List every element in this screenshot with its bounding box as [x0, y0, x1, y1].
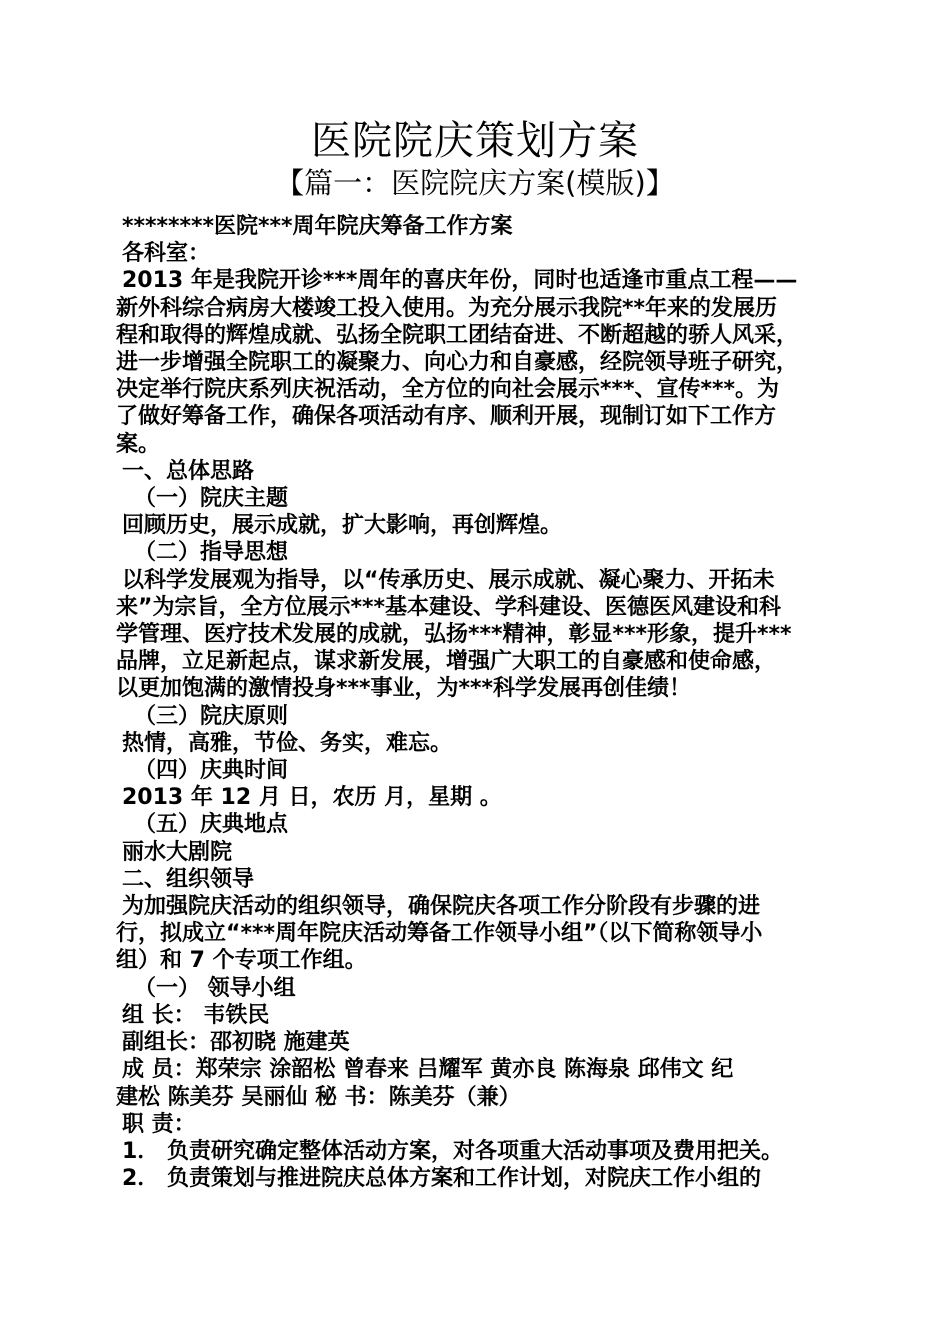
paragraph-line: 决定举行院庆系列庆祝活动，全方位的向社会展示***、宣传***。为 — [116, 377, 780, 403]
subsection-heading: （三）院庆原则 — [134, 703, 289, 729]
subsection-heading: （一）院庆主题 — [134, 486, 289, 512]
section-heading: 一、总体思路 — [122, 458, 255, 484]
list-item: 1． 负责研究确定整体活动方案，对各项重大活动事项及费用把关。 — [122, 1138, 783, 1164]
paragraph-line: 2013 年 12 月 日，农历 月，星期 。 — [122, 785, 502, 811]
paragraph-line: 副组长：邵初晓 施建英 — [122, 1030, 350, 1056]
subsection-heading: （二）指导思想 — [134, 540, 289, 566]
paragraph-line: 来”为宗旨，全方位展示***基本建设、学科建设、医德医风建设和科 — [116, 594, 781, 620]
document-subtitle: 【篇一：医院院庆方案(模版)】 — [275, 166, 675, 200]
paragraph-line: 职 责： — [122, 1111, 196, 1137]
paragraph-line: 品牌，立足新起点，谋求新发展，增强广大职工的自豪感和使命感， — [116, 649, 777, 675]
paragraph-line: 程和取得的辉煌成就、弘扬全院职工团结奋进、不断超越的骄人风采， — [116, 322, 799, 348]
subsection-heading: （四）庆典时间 — [134, 758, 289, 784]
document-title: 医院院庆策划方案 — [311, 118, 639, 164]
paragraph-line: 成 员：郑荣宗 涂韶松 曾春来 吕耀军 黄亦良 陈海泉 邱伟文 纪 — [122, 1057, 734, 1083]
paragraph-line: 回顾历史，展示成就，扩大影响，再创辉煌。 — [122, 513, 563, 539]
paragraph-line: 组）和 7 个专项工作组。 — [116, 948, 367, 974]
paragraph-line: 案。 — [116, 431, 161, 457]
document-body — [116, 213, 844, 1192]
paragraph-line: 2013 年是我院开诊***周年的喜庆年份，同时也适逢市重点工程—— — [122, 268, 798, 294]
section-heading: 二、组织领导 — [122, 866, 255, 892]
plan-heading: ********医院***周年院庆筹备工作方案 — [122, 214, 513, 239]
paragraph-line: 了做好筹备工作，确保各项活动有序、顺利开展，现制订如下工作方 — [116, 404, 777, 430]
paragraph-line: 新外科综合病房大楼竣工投入使用。为充分展示我院**年来的发展历 — [116, 295, 778, 321]
salutation: 各科室： — [122, 241, 211, 267]
paragraph-line: 热情，高雅，节俭、务实，难忘。 — [122, 730, 453, 756]
paragraph-line: 以更加饱满的激情投身***事业，为***科学发展再创佳绩！ — [116, 676, 692, 702]
paragraph-line: 学管理、医疗技术发展的成就，弘扬***精神，彰显***形象，提升*** — [116, 622, 792, 648]
paragraph-line: 以科学发展观为指导，以“传承历史、展示成就、凝心聚力、开拓未 — [122, 567, 775, 593]
subsection-heading: （五）庆典地点 — [134, 812, 289, 838]
paragraph-line: 为加强院庆活动的组织领导，确保院庆各项工作分阶段有步骤的进 — [122, 894, 761, 920]
paragraph-line: 行，拟成立“***周年院庆活动筹备工作领导小组”（以下简称领导小 — [116, 921, 763, 947]
paragraph-line: 丽水大剧院 — [122, 839, 233, 865]
paragraph-line: 组 长： 韦铁民 — [122, 1002, 270, 1028]
list-item: 2． 负责策划与推进院庆总体方案和工作计划，对院庆工作小组的 — [122, 1166, 761, 1192]
paragraph-line: 进一步增强全院职工的凝聚力、向心力和自豪感，经院领导班子研究， — [116, 350, 799, 376]
subsection-heading: （一） 领导小组 — [134, 975, 296, 1001]
paragraph-line: 建松 陈美芬 吴丽仙 秘 书：陈美芬（兼） — [116, 1084, 521, 1110]
